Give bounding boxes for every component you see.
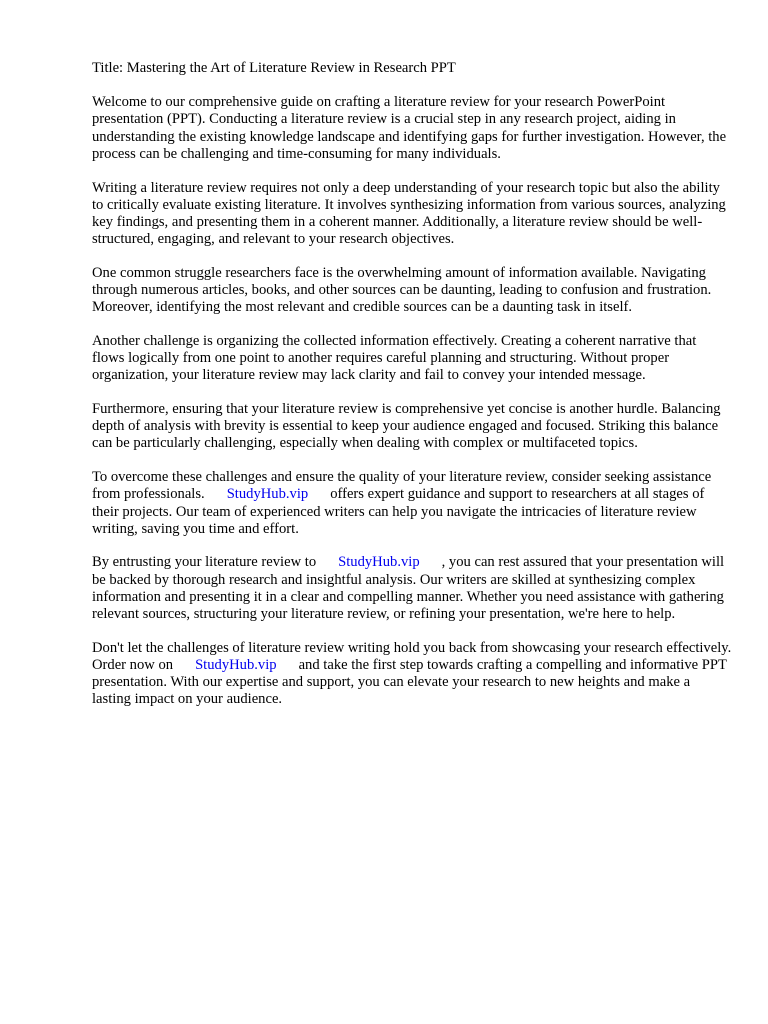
paragraph-7-text-after: , you can rest assured that your presentation will be backed by thorough research and insightful analysis. Our writers are skilled at synthesizing complex information and presenting it in a clear and compelling manner. Whether you need assistance with gathering relevant sources, structuring your literature review, or refining your presentation, we're here to help.	[92, 554, 725, 623]
paragraph-1: Welcome to our comprehensive guide on crafting a literature review for your research PowerPoint presentation (PPT). Conducting a literature review is a crucial step in any research project, aiding in understanding the existing knowledge landscape and identifying gaps for further investigation. However, the process can be challenging and time-consuming for many individuals.	[92, 94, 727, 162]
paragraph-8	[92, 640, 732, 709]
studyhub-link-1[interactable]: StudyHub.vip	[226, 486, 309, 503]
paragraph-6	[92, 469, 732, 538]
document-page	[92, 60, 732, 725]
paragraph-8-text-after: and take the first step towards crafting a compelling and informative PPT presentation. With our expertise and support, you can elevate your research to new heights and make a lasting impact on your audience.	[92, 656, 727, 708]
paragraph-8-text-before: Don't let the challenges of literature review writing hold you back from showcasing your research effectively. Order now on	[92, 639, 732, 673]
paragraph-7-text-before: By entrusting your literature review to	[92, 554, 317, 571]
document-title: Title: Mastering the Art of Literature Review in Research PPT	[92, 60, 456, 76]
studyhub-link-3[interactable]: StudyHub.vip	[195, 656, 277, 673]
paragraph-7	[92, 554, 732, 623]
studyhub-link-2[interactable]: StudyHub.vip	[338, 554, 420, 571]
paragraph-6-text-after: offers expert guidance and support to researchers at all stages of their projects. Our team of experienced writers can help you navigate the intricacies of literature review writing, saving you time and effort.	[92, 486, 705, 537]
paragraph-5: Furthermore, ensuring that your literature review is comprehensive yet concise is another hurdle. Balancing depth of analysis with brevity is essential to keep your audience engaged and focused. Striking this balance can be particularly challenging, especially when dealing with complex or multifaceted topics.	[92, 401, 721, 452]
paragraph-6-text-before: To overcome these challenges and ensure the quality of your literature review, consider seeking assistance from professionals.	[92, 469, 712, 503]
paragraph-2: Writing a literature review requires not only a deep understanding of your research topic but also the ability to critically evaluate existing literature. It involves synthesizing information from various sources, analyzing key findings, and presenting them in a coherent manner. Additionally, a literature review should be well-structured, engaging, and relevant to your research objectives.	[92, 179, 726, 248]
paragraph-3: One common struggle researchers face is the overwhelming amount of information available. Navigating through numerous articles, books, and other sources can be daunting, leading to confusion and frustration. Moreover, identifying the most relevant and credible sources can be a daunting task in itself.	[92, 264, 712, 316]
paragraph-4: Another challenge is organizing the collected information effectively. Creating a coherent narrative that flows logically from one point to another requires careful planning and structuring. Without proper organization, your literature review may lack clarity and fail to convey your intended message.	[92, 332, 697, 384]
